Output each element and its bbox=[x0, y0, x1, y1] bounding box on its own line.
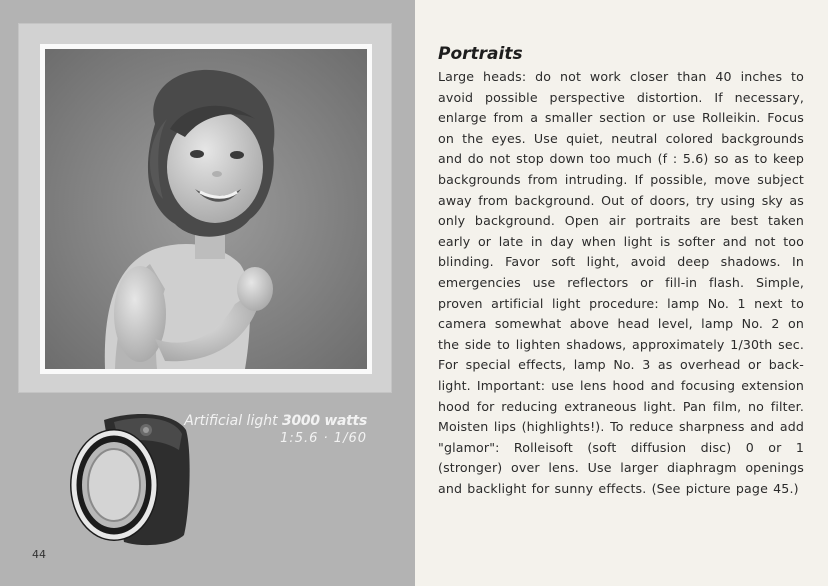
caption-exposure: 1:5.6 · 1/60 bbox=[280, 431, 367, 446]
girl-portrait-image bbox=[45, 49, 367, 369]
page-number: 44 bbox=[32, 548, 46, 561]
section-heading: Portraits bbox=[438, 44, 523, 64]
portrait-photo bbox=[40, 44, 372, 374]
caption-lighting: Artificial light bbox=[184, 413, 278, 429]
section-body-text: Large heads: do not work closer than 40 inches to avoid possible perspective distortion. If necessary, enlarge from a smaller section or use Rolleikin. Focus on the eyes. Use quiet, neutral colored backgrounds and do not stop down too much (f : 5.6) so as to keep backgrounds from intruding. If possible, move subject away from background. Out of doors, try using sky as only background. Open air portraits are best taken early or late in day when light is softer and not too blinding. Favor soft light, avoid deep shadows. In emergencies use reflectors or fill-in flash. Simple, proven artificial light procedure: lamp No. 1 next to camera somewhat above head level, lamp No. 2 on the side to lighten shadows, approximately 1/30th sec. For special effects, lamp No. 3 as overhead or back-light. Important: use lens hood and focusing extension hood for reducing extraneous light. Pan film, no filter. Moisten lips (highlights!). To reduce sharpness and add "glamor": Rolleisoft (soft diffusion disc) 0 or 1 (stronger) over lens. Use larger diaphragm openings and backlight for sunny effects. (See picture page 45.) bbox=[438, 69, 804, 496]
photo-caption bbox=[184, 412, 367, 448]
caption-watts: 3000 watts bbox=[282, 413, 367, 429]
right-page bbox=[415, 0, 828, 586]
lens-hood-illustration bbox=[64, 410, 194, 550]
caption-lighting-line bbox=[184, 412, 367, 430]
